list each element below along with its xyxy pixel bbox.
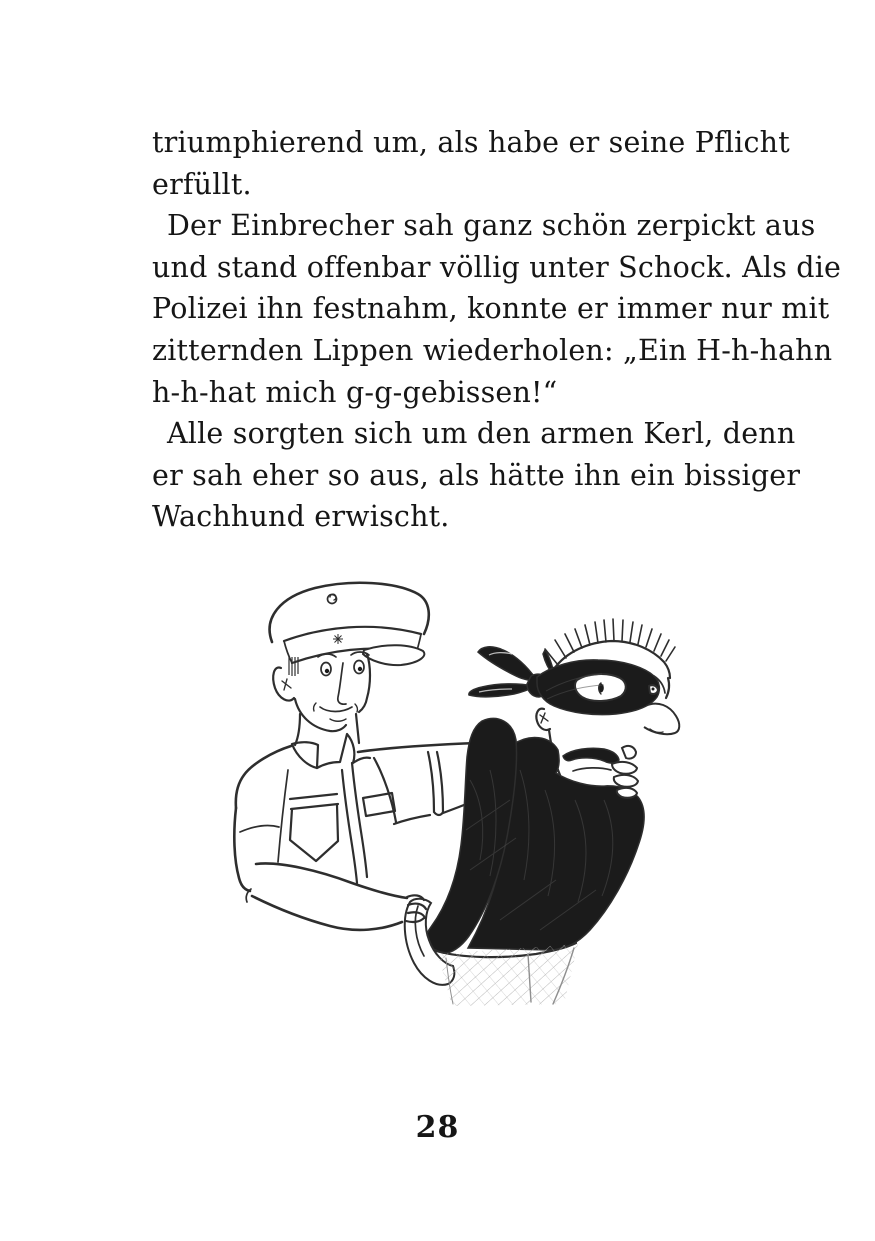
text-line: er sah eher so aus, als hätte ihn ein bissiger (152, 458, 801, 492)
body-text (152, 122, 842, 538)
pocket-left (290, 794, 338, 809)
policeman-left-eye (321, 663, 331, 676)
burglar-mouth (563, 748, 619, 763)
bandana-tail-upper (478, 647, 536, 681)
policeman-ear (273, 668, 294, 701)
text-line: Alle sorgten sich um den armen Kerl, denn (167, 417, 796, 451)
text-line: Polizei ihn festnahm, konnte er immer nur mit (152, 292, 830, 326)
text-line: zitternden Lippen wiederholen: „Ein H-h-hahn (152, 333, 833, 367)
text-line: Wachhund erwischt. (152, 500, 450, 534)
page-number: 28 (415, 1110, 460, 1145)
text-line: erfüllt. (152, 167, 252, 201)
text-line: h-h-hat mich g-g-gebissen!“ (152, 375, 558, 409)
text-line: und stand offenbar völlig unter Schock. Als die (152, 250, 842, 284)
policeman-smile (320, 707, 352, 712)
policeman-right-eye (354, 661, 364, 674)
illustration-policeman-and-burglar (230, 570, 690, 1018)
policeman-cap (270, 583, 429, 665)
burglar-nose (644, 704, 679, 735)
bandana-tail-lower (469, 684, 534, 697)
policeman-forearm (256, 863, 407, 898)
cap-star (333, 634, 343, 644)
burglar-trousers (438, 944, 578, 1006)
collar-left (292, 742, 318, 768)
text-line: triumphierend um, als habe er seine Pflicht (152, 126, 790, 159)
cap-visor (363, 645, 424, 665)
burglar-mask (537, 660, 665, 715)
text-line: Der Einbrecher sah ganz schön zerpickt aus (167, 209, 816, 243)
